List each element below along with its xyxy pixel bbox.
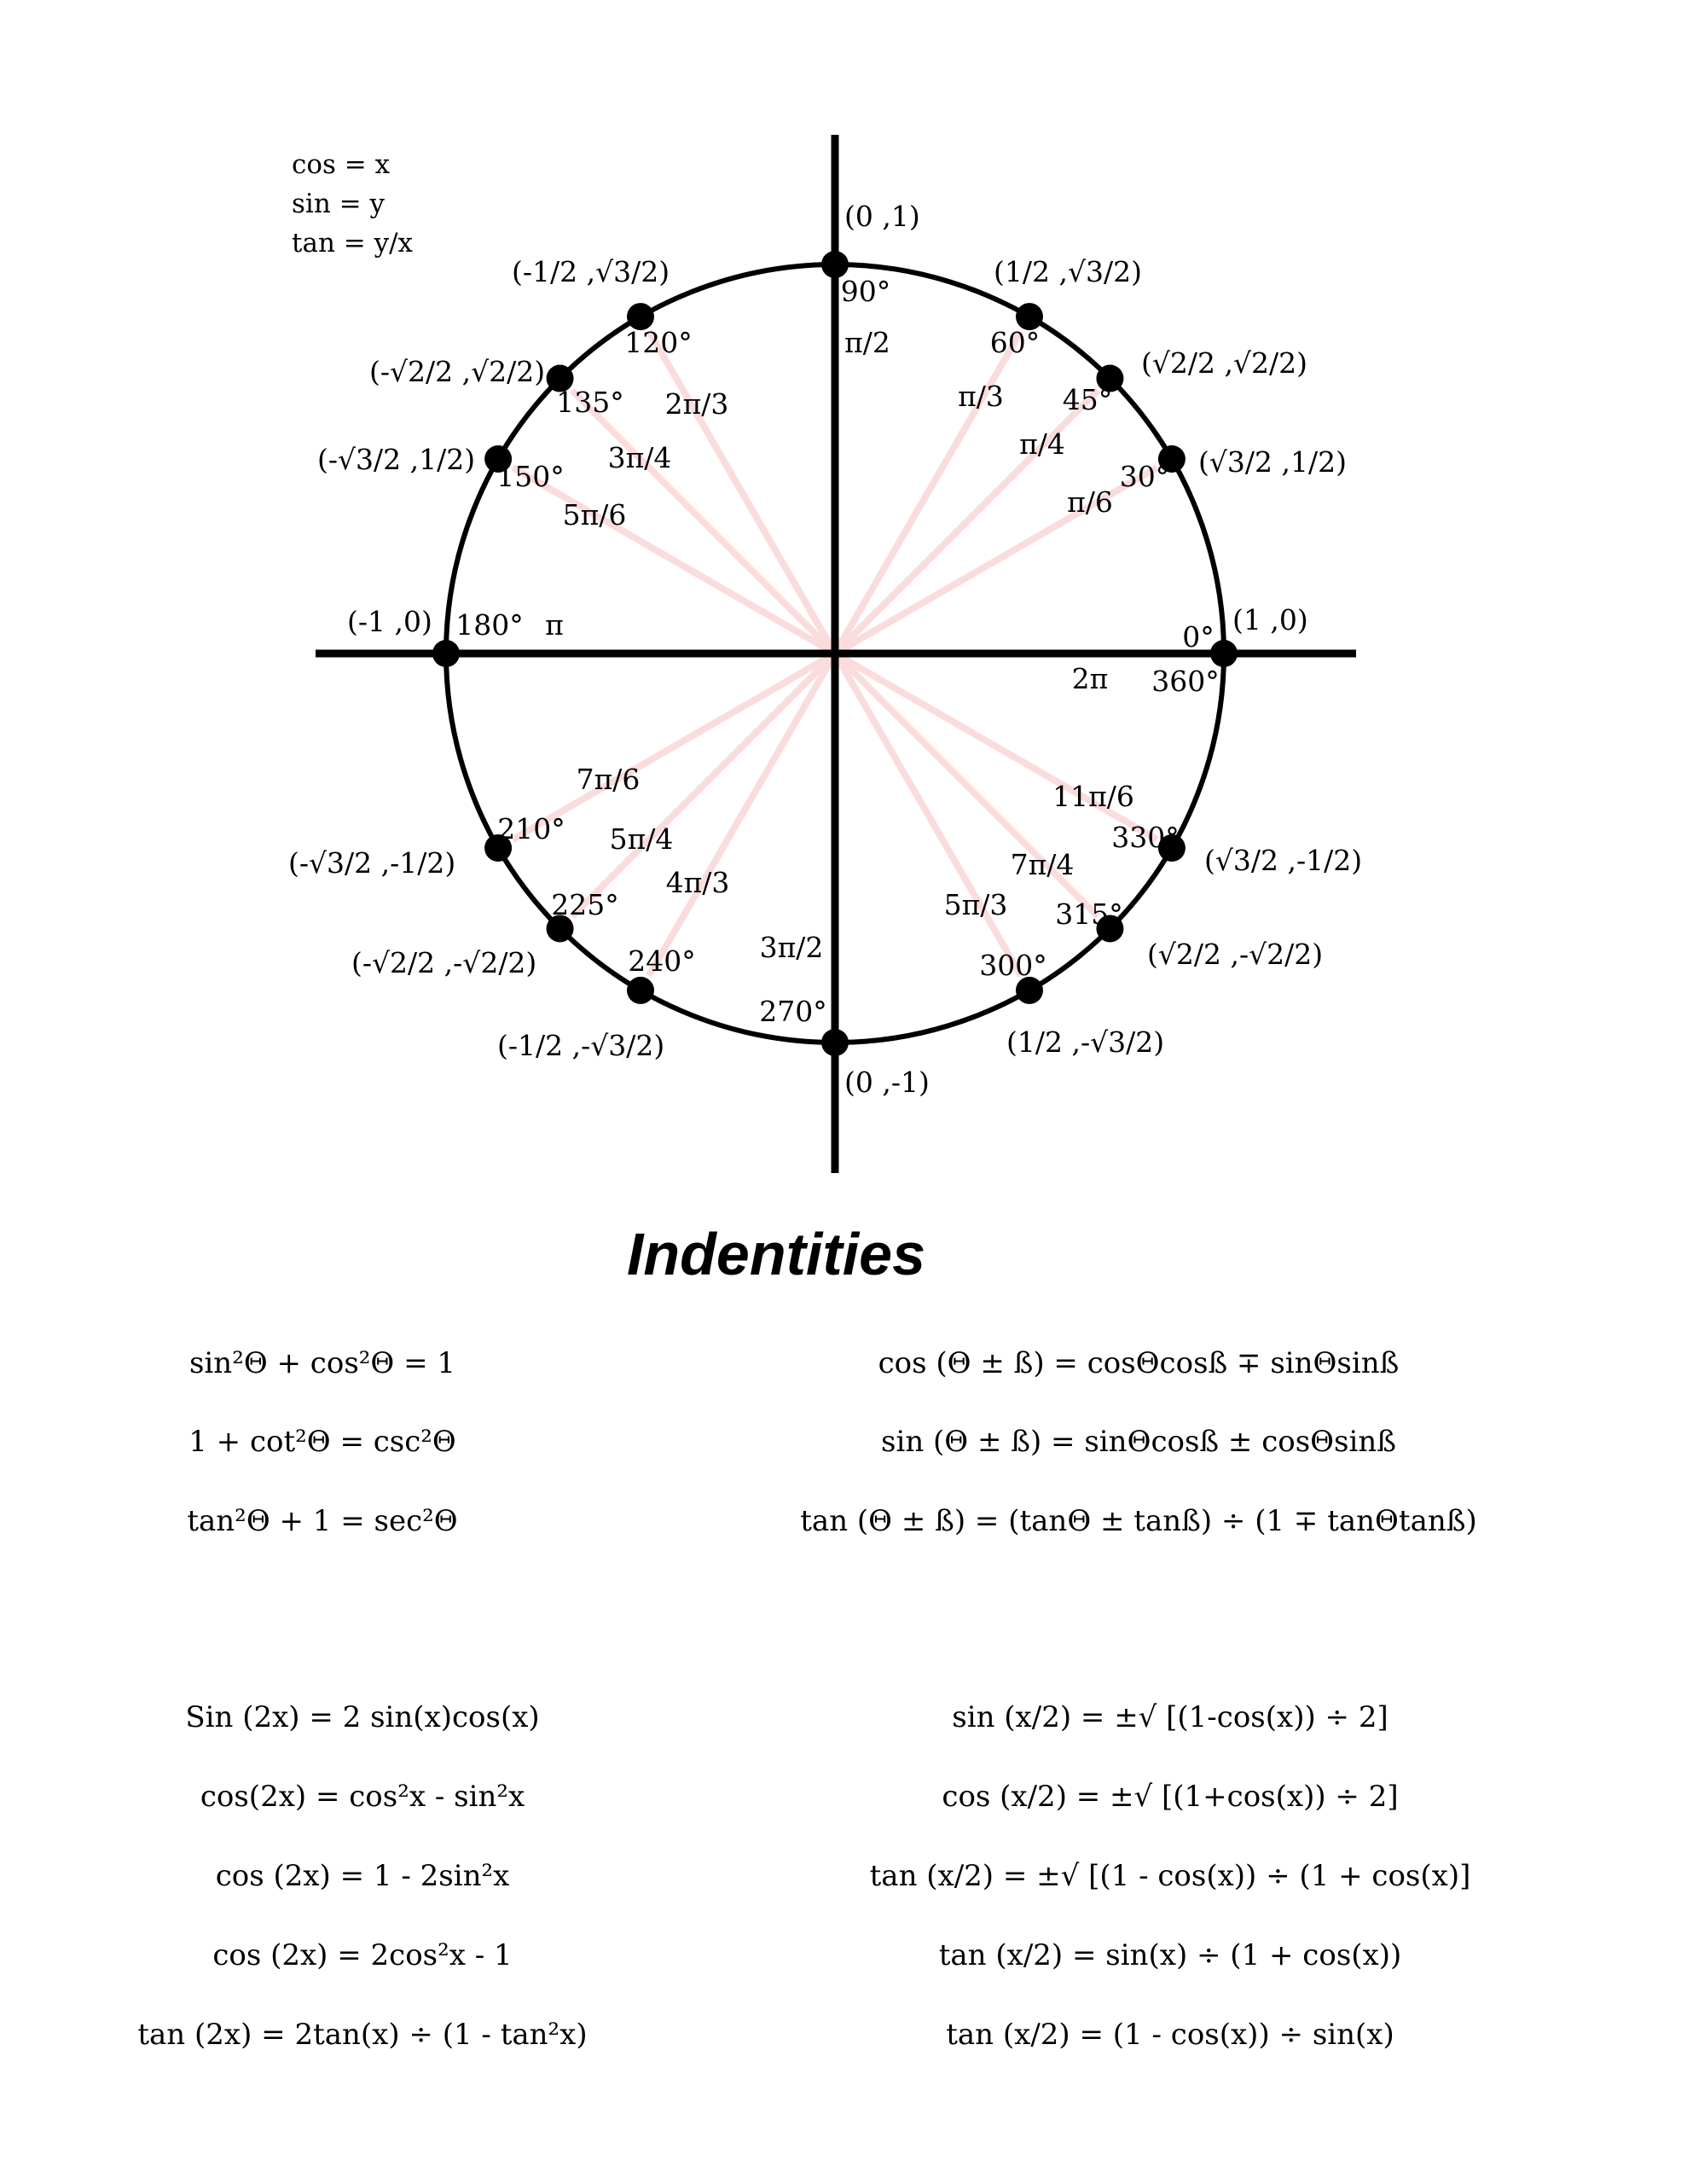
coordinate-label: (-1/2 ,√3/2) (512, 255, 670, 288)
identity-formula: tan (x/2) = (1 - cos(x)) ÷ sin(x) (946, 2018, 1394, 2052)
degree-label: 225° (551, 888, 619, 921)
identity-formula: sin (Θ ± ß) = sinΘcosß ± cosΘsinß (881, 1425, 1396, 1459)
degree-label: 30° (1119, 460, 1170, 493)
coordinate-label: (0 ,-1) (844, 1066, 930, 1099)
degree-label: 315° (1055, 897, 1123, 931)
coordinate-label: (√2/2 ,√2/2) (1141, 346, 1308, 380)
identity-formula: tan (x/2) = ±√ [(1 - cos(x)) ÷ (1 + cos(x)] (869, 1859, 1471, 1893)
legend-line: sin = y (292, 189, 385, 219)
identity-formula: tan²Θ + 1 = sec²Θ (187, 1504, 458, 1538)
radian-label: π/3 (958, 380, 1004, 413)
degree-label: 240° (628, 944, 696, 978)
identity-formula: Sin (2x) = 2 sin(x)cos(x) (185, 1700, 540, 1734)
radian-label: 2π/3 (664, 387, 729, 421)
radian-label: 7π/4 (1010, 848, 1075, 881)
identity-formula: cos (Θ ± ß) = cosΘcosß ∓ sinΘsinß (878, 1346, 1400, 1380)
identity-formula: cos(2x) = cos²x - sin²x (200, 1780, 525, 1814)
radian-label: 5π/3 (943, 888, 1008, 921)
degree-label: 360° (1151, 665, 1220, 698)
radian-label: 3π/2 (759, 931, 824, 964)
coordinate-label: (√2/2 ,-√2/2) (1147, 938, 1324, 971)
coordinate-label: (-√2/2 ,√2/2) (369, 355, 546, 388)
identity-formula: cos (2x) = 1 - 2sin²x (215, 1859, 510, 1893)
radian-label: 4π/3 (665, 866, 730, 899)
degree-label: 0° (1182, 620, 1215, 653)
coordinate-label: (1/2 ,√3/2) (994, 255, 1142, 288)
coordinate-label: (1 ,0) (1232, 603, 1308, 636)
identities-title: Indentities (626, 1221, 926, 1287)
degree-label: 180° (455, 608, 524, 642)
radian-label: π/6 (1067, 485, 1113, 519)
degree-label: 210° (497, 812, 565, 845)
radian-label: π/4 (1019, 427, 1065, 461)
identity-formula: 1 + cot²Θ = csc²Θ (188, 1425, 456, 1459)
radian-label: 5π/4 (609, 822, 674, 856)
degree-label: 120° (624, 326, 693, 359)
degree-label: 270° (759, 995, 827, 1028)
coordinate-label: (1/2 ,-√3/2) (1006, 1025, 1165, 1059)
coordinate-label: (-√3/2 ,-1/2) (288, 846, 456, 880)
legend-line: tan = y/x (292, 228, 414, 258)
degree-label: 60° (989, 326, 1041, 359)
radian-label: 3π/4 (607, 441, 672, 474)
radian-label: π (545, 608, 564, 642)
identity-formula: cos (2x) = 2cos²x - 1 (212, 1938, 513, 1972)
coordinate-label: (√3/2 ,-1/2) (1204, 844, 1363, 877)
radian-label: π/2 (844, 326, 890, 359)
degree-label: 300° (979, 949, 1047, 982)
identity-formula: tan (x/2) = sin(x) ÷ (1 + cos(x)) (938, 1938, 1402, 1972)
coordinate-label: (√3/2 ,1/2) (1198, 445, 1347, 479)
identity-formula: sin (x/2) = ±√ [(1-cos(x)) ÷ 2] (952, 1700, 1388, 1734)
radian-label: 7π/6 (576, 763, 641, 796)
radian-label: 5π/6 (562, 498, 627, 531)
coordinate-label: (-1/2 ,-√3/2) (497, 1029, 665, 1062)
radian-label: 2π (1071, 662, 1109, 695)
angle-point (1210, 640, 1238, 667)
legend-line: cos = x (292, 149, 391, 180)
coordinate-label: (0 ,1) (844, 200, 920, 233)
coordinate-label: (-√3/2 ,1/2) (317, 443, 476, 476)
degree-label: 150° (496, 460, 565, 493)
degree-label: 90° (840, 275, 891, 308)
identity-formula: tan (Θ ± ß) = (tanΘ ± tanß) ÷ (1 ∓ tanΘtanß) (800, 1504, 1477, 1538)
coordinate-label: (-1 ,0) (347, 605, 432, 638)
identity-formula: cos (x/2) = ±√ [(1+cos(x)) ÷ 2] (942, 1780, 1399, 1814)
degree-label: 330° (1111, 821, 1180, 854)
angle-point (432, 640, 460, 667)
degree-label: 45° (1062, 383, 1113, 416)
coordinate-label: (-√2/2 ,-√2/2) (351, 946, 537, 979)
angle-point (821, 1029, 849, 1056)
angle-point (627, 977, 654, 1004)
radian-label: 11π/6 (1052, 780, 1134, 813)
degree-label: 135° (556, 386, 624, 419)
identity-formula: sin²Θ + cos²Θ = 1 (188, 1346, 456, 1380)
identity-formula: tan (2x) = 2tan(x) ÷ (1 - tan²x) (137, 2018, 588, 2052)
